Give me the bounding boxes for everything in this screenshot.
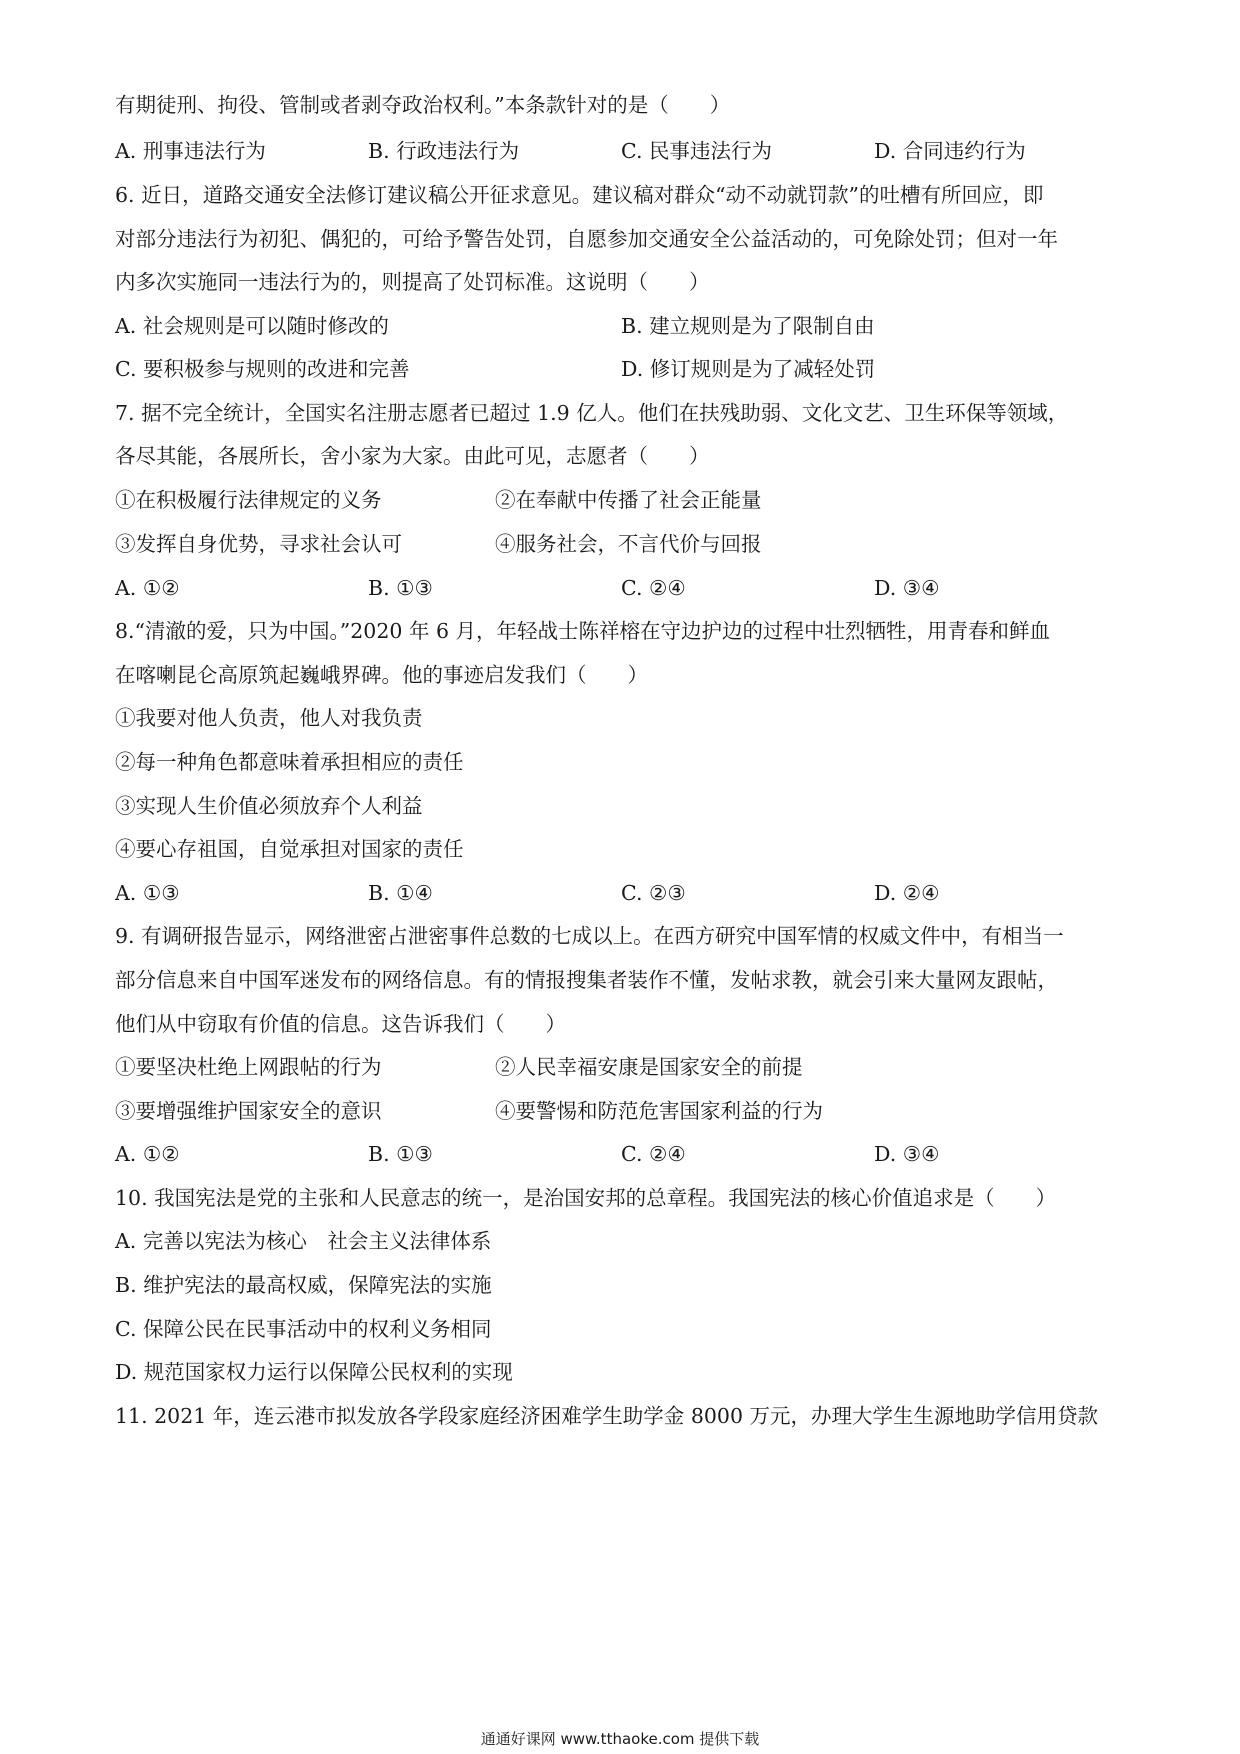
q6-option-d: D. 修订规则是为了减轻处罚 <box>621 357 876 381</box>
q8-option-d: D. ②④ <box>874 881 940 905</box>
q9-option-b: B. ①③ <box>368 1142 433 1166</box>
q7-stem-line-2: 各尽其能，各展所长，舍小家为大家。由此可见，志愿者（ ） <box>115 444 710 468</box>
q9-statement-3: ③要增强维护国家安全的意识 <box>115 1099 382 1123</box>
q10-option-a: A. 完善以宪法为核心 社会主义法律体系 <box>115 1229 492 1253</box>
q8-option-a: A. ①③ <box>115 881 180 905</box>
q5-option-d: D. 合同违约行为 <box>874 139 1026 163</box>
q10-option-b: B. 维护宪法的最高权威，保障宪法的实施 <box>115 1273 492 1297</box>
q8-stem-line-2: 在喀喇昆仑高原筑起巍峨界碑。他的事迹启发我们（ ） <box>115 663 648 687</box>
q7-option-b: B. ①③ <box>368 576 433 600</box>
q9-stem-line-2: 部分信息来自中国军迷发布的网络信息。有的情报搜集者装作不懂，发帖求教，就会引来大量网友跟帖， <box>115 968 1058 992</box>
q7-statement-2: ②在奉献中传播了社会正能量 <box>495 488 762 512</box>
q5-option-a: A. 刑事违法行为 <box>115 139 266 163</box>
q6-option-c: C. 要积极参与规则的改进和完善 <box>115 357 410 381</box>
q10-stem: 10. 我国宪法是党的主张和人民意志的统一，是治国安邦的总章程。我国宪法的核心价值追求是（ ） <box>115 1186 1057 1210</box>
q6-option-b: B. 建立规则是为了限制自由 <box>621 314 875 338</box>
q9-stem-line-1: 9. 有调研报告显示，网络泄密占泄密事件总数的七成以上。在西方研究中国军情的权威文件中，有相当一 <box>115 924 1064 948</box>
q5-option-c: C. 民事违法行为 <box>621 139 772 163</box>
q7-option-d: D. ③④ <box>874 576 940 600</box>
q7-statement-3: ③发挥自身优势，寻求社会认可 <box>115 532 402 556</box>
q11-stem-line-1: 11. 2021 年，连云港市拟发放各学段家庭经济困难学生助学金 8000 万元，办理大学生生源地助学信用贷款 <box>115 1404 1099 1428</box>
q7-statement-1: ①在积极履行法律规定的义务 <box>115 488 382 512</box>
q10-option-c: C. 保障公民在民事活动中的权利义务相同 <box>115 1317 492 1341</box>
q5-option-b: B. 行政违法行为 <box>368 139 520 163</box>
page-footer: 通通好课网 www.tthaoke.com 提供下载 <box>480 1730 760 1748</box>
q9-option-c: C. ②④ <box>621 1142 686 1166</box>
q7-stem-line-1: 7. 据不完全统计，全国实名注册志愿者已超过 1.9 亿人。他们在扶残助弱、文化文艺、卫生环保等领域， <box>115 401 1069 425</box>
q9-option-d: D. ③④ <box>874 1142 940 1166</box>
q5-stem-tail: 有期徒刑、拘役、管制或者剥夺政治权利。”本条款针对的是（ ） <box>115 93 731 117</box>
q7-statement-4: ④服务社会，不言代价与回报 <box>495 532 762 556</box>
q9-stem-line-3: 他们从中窃取有价值的信息。这告诉我们（ ） <box>115 1012 566 1036</box>
q8-option-c: C. ②③ <box>621 881 686 905</box>
q8-statement-4: ④要心存祖国，自觉承担对国家的责任 <box>115 837 464 861</box>
q7-option-a: A. ①② <box>115 576 180 600</box>
q6-option-a: A. 社会规则是可以随时修改的 <box>115 314 389 338</box>
q8-statement-3: ③实现人生价值必须放弃个人利益 <box>115 794 423 818</box>
q9-statement-1: ①要坚决杜绝上网跟帖的行为 <box>115 1055 382 1079</box>
q6-stem-line-3: 内多次实施同一违法行为的，则提高了处罚标准。这说明（ ） <box>115 270 710 294</box>
q7-option-c: C. ②④ <box>621 576 686 600</box>
q8-stem-line-1: 8.“清澈的爱，只为中国。”2020 年 6 月，年轻战士陈祥榕在守边护边的过程中壮烈牺牲，用青春和鲜血 <box>115 619 1051 643</box>
q9-statement-2: ②人民幸福安康是国家安全的前提 <box>495 1055 803 1079</box>
q8-statement-1: ①我要对他人负责，他人对我负责 <box>115 706 423 730</box>
q10-option-d: D. 规范国家权力运行以保障公民权利的实现 <box>115 1360 513 1384</box>
q6-stem-line-2: 对部分违法行为初犯、偶犯的，可给予警告处罚，自愿参加交通安全公益活动的，可免除处罚；但对一年 <box>115 227 1058 251</box>
q9-statement-4: ④要警惕和防范危害国家利益的行为 <box>495 1099 823 1123</box>
q8-option-b: B. ①④ <box>368 881 433 905</box>
q8-statement-2: ②每一种角色都意味着承担相应的责任 <box>115 750 464 774</box>
q9-option-a: A. ①② <box>115 1142 180 1166</box>
q6-stem-line-1: 6. 近日，道路交通安全法修订建议稿公开征求意见。建议稿对群众“动不动就罚款”的吐槽有所回应，即 <box>115 183 1044 207</box>
